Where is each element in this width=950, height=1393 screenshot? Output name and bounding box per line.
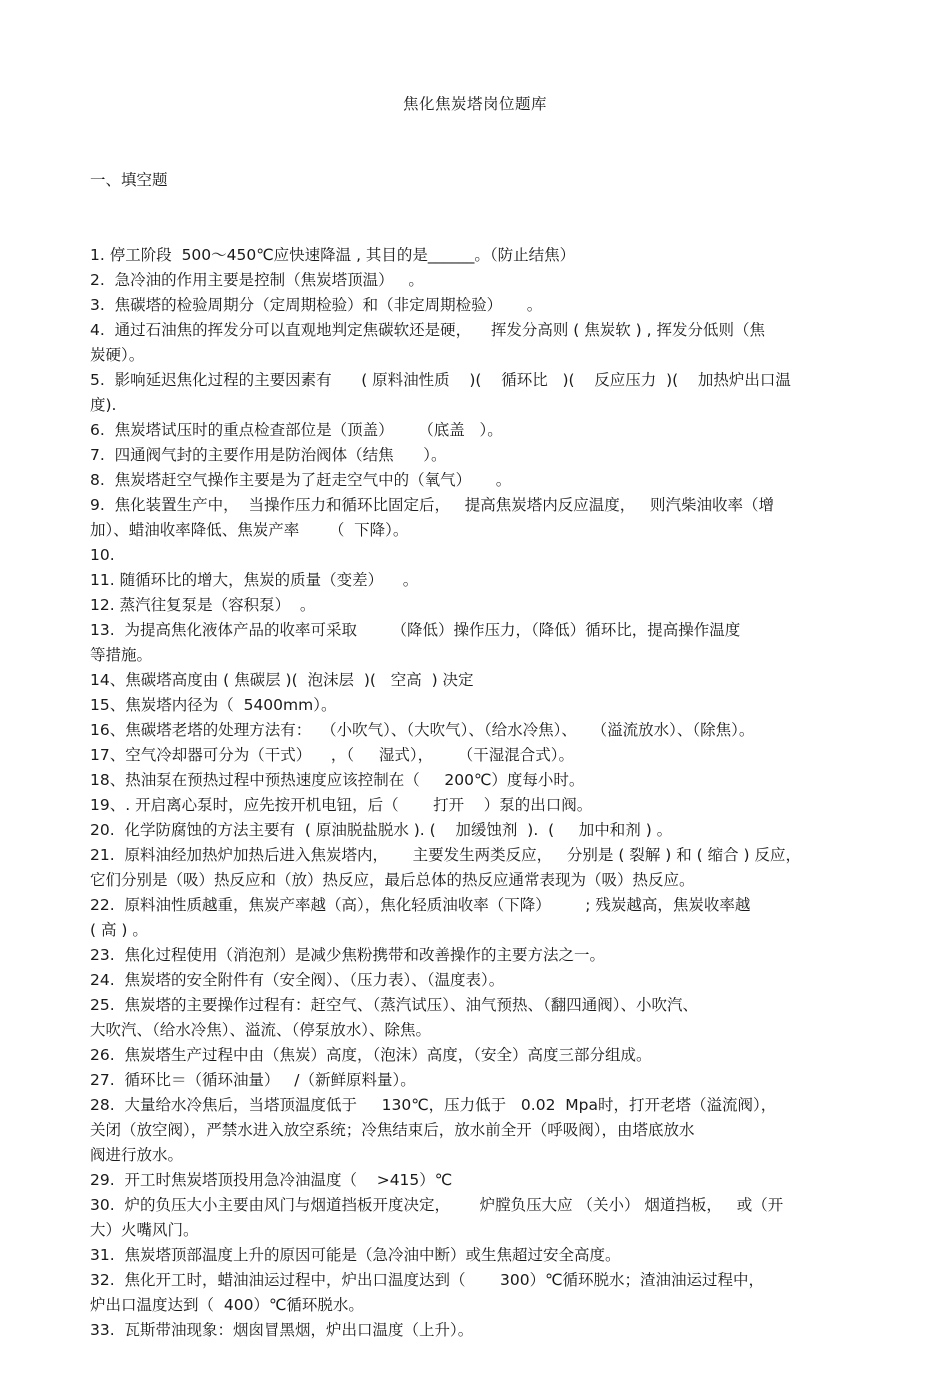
question-line: 炭硬）。 xyxy=(90,346,145,364)
question-line: 25. 焦炭塔的主要操作过程有：赶空气、（蒸汽试压）、油气预热、（翻四通阀）、小吹汽、 xyxy=(90,996,699,1014)
question-line: 度). xyxy=(90,396,117,414)
question-line: 6. 焦炭塔试压时的重点检查部位是（顶盖） （底盖 ）。 xyxy=(90,421,503,439)
question-line: 大吹汽、（给水冷焦）、溢流、（停泵放水）、除焦。 xyxy=(90,1021,432,1039)
question-line: 大）火嘴风门。 xyxy=(90,1221,199,1239)
question-line: 19、. 开启离心泵时，应先按开机电钮，后（ 打开 ）泵的出口阀。 xyxy=(90,796,593,814)
question-line: 12. 蒸汽往复泵是（容积泵） 。 xyxy=(90,596,316,614)
question-line: 11. 随循环比的增大，焦炭的质量（变差） 。 xyxy=(90,571,419,589)
question-line: 24. 焦炭塔的安全附件有（安全阀）、（压力表）、（温度表）。 xyxy=(90,971,505,989)
question-line: 关闭（放空阀），严禁水进入放空系统；冷焦结束后，放水前全开（呼吸阀），由塔底放水 xyxy=(90,1121,695,1139)
question-line: 5. 影响延迟焦化过程的主要因素有 ( 原料油性质 )( 循环比 )( 反应压力 )( 加热炉出口温 xyxy=(90,371,791,389)
question-line: 28. 大量给水冷焦后，当塔顶温度低于 130℃，压力低于 0.02 Mpa时，打开老塔（溢流阀）， xyxy=(90,1096,777,1114)
question-line: 17、空气冷却器可分为（干式） ，（ 湿式）， （干湿混合式）。 xyxy=(90,746,574,764)
question-line: 29. 开工时焦炭塔顶投用急冷油温度（ >415）℃ xyxy=(90,1171,453,1189)
question-line: 9. 焦化装置生产中， 当操作压力和循环比固定后， 提高焦炭塔内反应温度， 则汽柴油收率（增 xyxy=(90,496,775,514)
question-line: 31. 焦炭塔顶部温度上升的原因可能是（急冷油中断）或生焦超过安全高度。 xyxy=(90,1246,621,1264)
question-line: 18、热油泵在预热过程中预热速度应该控制在（ 200℃）度每小时。 xyxy=(90,771,585,789)
question-line: 阀进行放水。 xyxy=(90,1146,184,1164)
question-line: 26. 焦炭塔生产过程中由（焦炭）高度，（泡沫）高度，（安全）高度三部分组成。 xyxy=(90,1046,652,1064)
question-line: ( 高 ) 。 xyxy=(90,921,148,939)
question-line: 30. 炉的负压大小主要由风门与烟道挡板开度决定， 炉膛负压大应 （关小） 烟道挡板， 或（开 xyxy=(90,1196,784,1214)
question-line: 加）、蜡油收率降低、焦炭产率 （ 下降）。 xyxy=(90,521,409,539)
question-line: 7. 四通阀气封的主要作用是防治阀体（结焦 ）。 xyxy=(90,446,447,464)
question-line: 8. 焦炭塔赶空气操作主要是为了赶走空气中的（氧气） 。 xyxy=(90,471,512,489)
question-line: 33. 瓦斯带油现象：烟囱冒黑烟，炉出口温度（上升）。 xyxy=(90,1321,474,1339)
question-line: 1. 停工阶段 500～450℃应快速降温 , 其目的是______。（防止结焦） xyxy=(90,246,576,264)
question-line: 21. 原料油经加热炉加热后进入焦炭塔内， 主要发生两类反应， 分别是 ( 裂解 ) 和 ( 缩合 ) 反应， xyxy=(90,846,802,864)
question-line: 2. 急冷油的作用主要是控制（焦炭塔顶温） 。 xyxy=(90,271,424,289)
section-heading: 一、填空题 xyxy=(90,171,168,189)
question-line: 3. 焦碳塔的检验周期分（定周期检验）和（非定周期检验） 。 xyxy=(90,296,543,314)
question-line: 等措施。 xyxy=(90,646,153,664)
page-title: 焦化焦炭塔岗位题库 xyxy=(402,95,547,113)
document-body xyxy=(90,118,865,1393)
question-line: 4. 通过石油焦的挥发分可以直观地判定焦碳软还是硬， 挥发分高则 ( 焦炭软 ) , 挥发分低则（焦 xyxy=(90,321,766,339)
question-line: 27. 循环比＝（循环油量） /（新鲜原料量）。 xyxy=(90,1071,416,1089)
question-line: 20. 化学防腐蚀的方法主要有 ( 原油脱盐脱水 ). ( 加缓蚀剂 ). ( 加中和剂 ) 。 xyxy=(90,821,673,839)
question-line: 10. xyxy=(90,546,115,564)
question-line: 22. 原料油性质越重，焦炭产率越（高），焦化轻质油收率（下降） ; 残炭越高，焦炭收率越 xyxy=(90,896,751,914)
question-line: 23. 焦化过程使用（消泡剂）是减少焦粉携带和改善操作的主要方法之一。 xyxy=(90,946,606,964)
question-line: 32. 焦化开工时，蜡油油运过程中，炉出口温度达到（ 300）℃循环脱水；渣油油运过程中， xyxy=(90,1271,764,1289)
question-line: 13. 为提高焦化液体产品的收率可采取 （降低）操作压力，（降低）循环比，提高操作温度 xyxy=(90,621,741,639)
question-line: 炉出口温度达到（ 400）℃循环脱水。 xyxy=(90,1296,364,1314)
question-line: 14、焦碳塔高度由 ( 焦碳层 )( 泡沫层 )( 空高 ) 决定 xyxy=(90,671,474,689)
question-line: 15、焦炭塔内径为（ 5400mm）。 xyxy=(90,696,337,714)
question-line: 它们分别是（吸）热反应和（放）热反应，最后总体的热反应通常表现为（吸）热反应。 xyxy=(90,871,695,889)
question-list xyxy=(90,243,865,1343)
question-line: 16、焦碳塔老塔的处理方法有： （小吹气）、（大吹气）、（给水冷焦）、 （溢流放水）、（除焦）。 xyxy=(90,721,755,739)
